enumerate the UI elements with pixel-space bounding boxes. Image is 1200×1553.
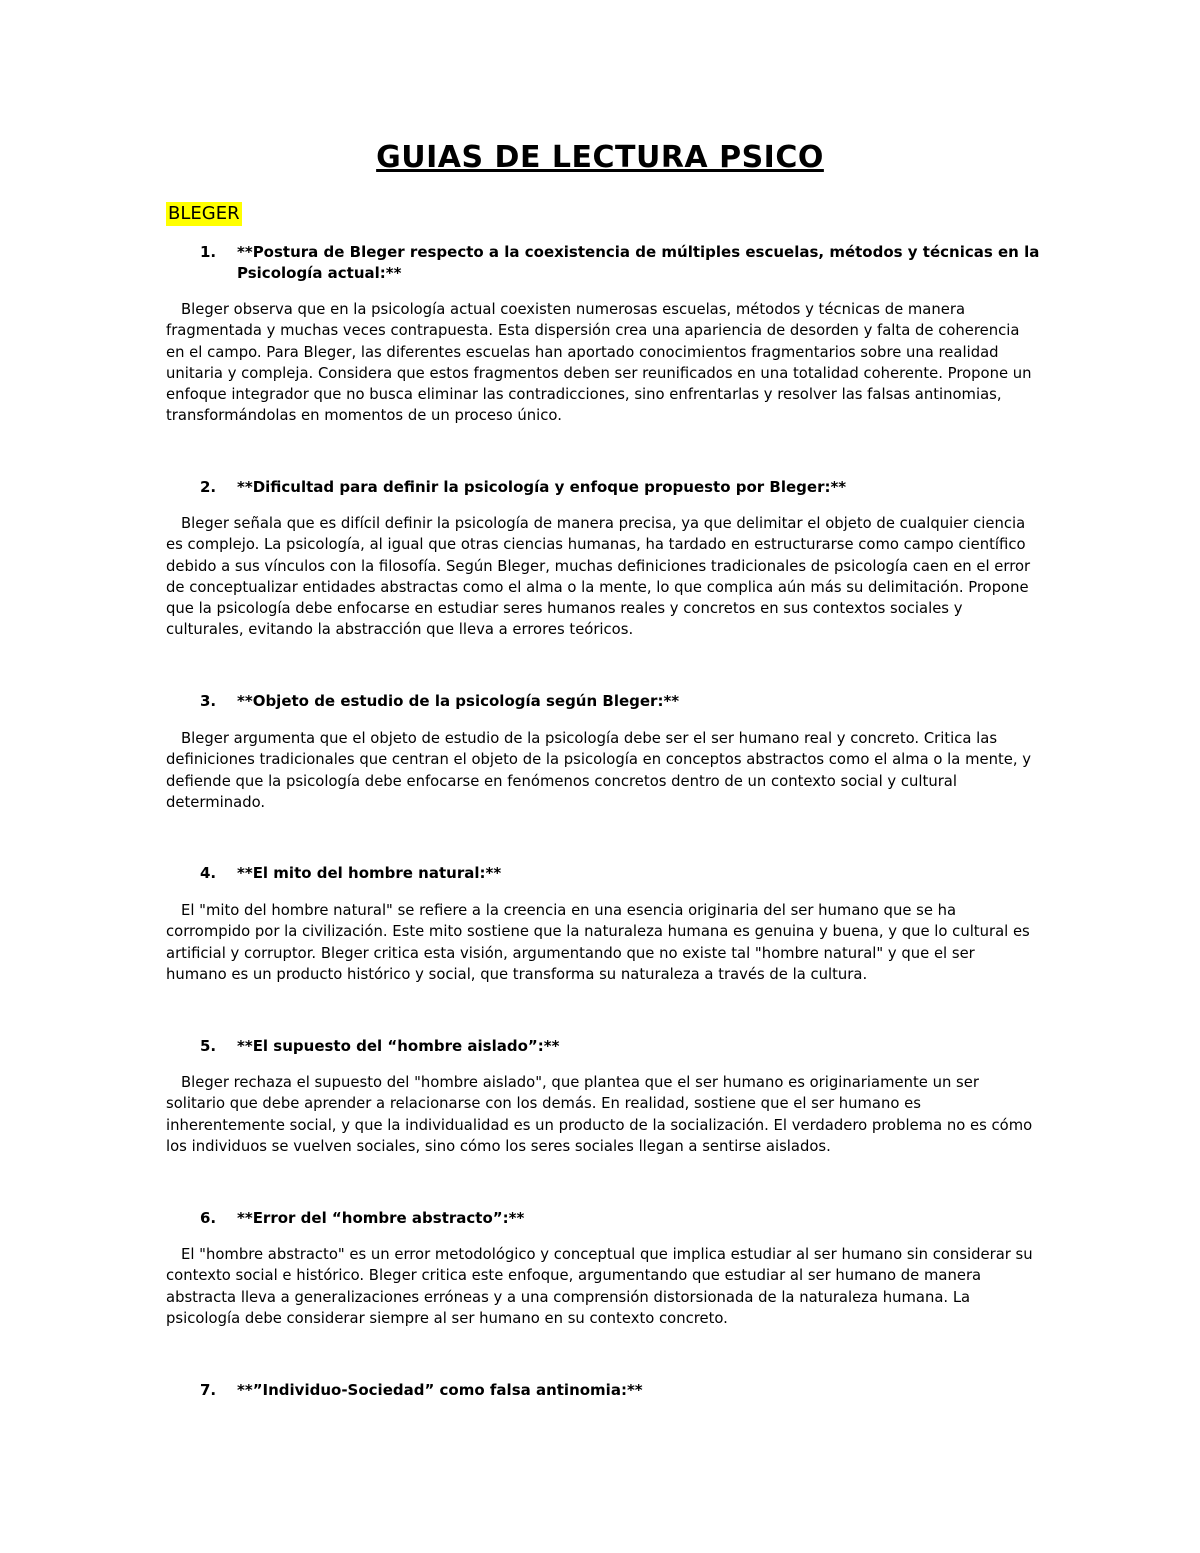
answer-paragraph-1: Bleger observa que en la psicología actual coexisten numerosas escuelas, métodos y técnicas de manera fragmentada y muchas veces contrapuesta. Esta dispersión crea una apariencia de desorden y falta de coherencia en el campo. Para Bleger, las diferentes escuelas han aportado conocimientos fragmentarios sobre una realidad unitaria y compleja. Considera que estos fragmentos deben ser reunificados en una totalidad coherente. Propone un enfoque integrador que no busca eliminar las contradicciones, sino enfrentarlas y resolver las falsas antinomias, transformándolas en momentos de un proceso único. [166, 301, 1032, 425]
question-number: 4. [200, 864, 217, 882]
section-heading-bleger: BLEGER [168, 203, 240, 224]
question-text: **El supuesto del “hombre aislado”:** [237, 1037, 560, 1055]
question-number: 1. [200, 243, 217, 261]
answer-paragraph-2: Bleger señala que es difícil definir la psicología de manera precisa, ya que delimitar el objeto de cualquier ciencia es complejo. La psicología, al igual que otras ciencias humanas, ha tardado en estructurarse como campo científico debido a sus vínculos con la filosofía. Según Bleger, muchas definiciones tradicionales de psicología caen en el error de conceptualizar entidades abstractas como el alma o la mente, lo que complica aún más su delimitación. Propone que la psicología debe enfocarse en estudiar seres humanos reales y concretos en sus contextos sociales y culturales, evitando la abstracción que lleva a errores teóricos. [166, 515, 1031, 639]
question-text: **El mito del hombre natural:** [237, 864, 502, 882]
question-text: **Error del “hombre abstracto”:** [237, 1209, 525, 1227]
answer-paragraph-3: Bleger argumenta que el objeto de estudio de la psicología debe ser el ser humano real y concreto. Critica las definiciones tradicionales que centran el objeto de la psicología en conceptos abstractos como el alma o la mente, y defiende que la psicología debe enfocarse en fenómenos concretos dentro de un contexto social y cultural determinado. [166, 730, 1032, 811]
question-number: 3. [200, 692, 217, 710]
answer-paragraph-4: El "mito del hombre natural" se refiere a la creencia en una esencia originaria del ser humano que se ha corrompido por la civilización. Este mito sostiene que la naturaleza humana es genuina y buena, y que lo cultural es artificial y corruptor. Bleger critica esta visión, argumentando que no existe tal "hombre natural" y que el ser humano es un producto histórico y social, que transforma su naturaleza a través de la cultura. [166, 902, 1030, 983]
question-number: 2. [200, 478, 217, 496]
question-heading-5 [200, 1036, 1040, 1057]
answer-paragraph-6: El "hombre abstracto" es un error metodológico y conceptual que implica estudiar al ser humano sin considerar su contexto social e histórico. Bleger critica este enfoque, argumentando que estudiar al ser humano de manera abstracta lleva a generalizaciones erróneas y a una comprensión distorsionada de la naturaleza humana. La psicología debe considerar siempre al ser humano en su contexto concreto. [166, 1246, 1033, 1327]
question-heading-3 [200, 691, 1040, 712]
question-heading-2 [200, 477, 1040, 498]
answer-paragraph-5: Bleger rechaza el supuesto del "hombre aislado", que plantea que el ser humano es originariamente un ser solitario que debe aprender a relacionarse con los demás. En realidad, sostiene que el ser humano es inherentemente social, y que la individualidad es un producto de la socialización. El verdadero problema no es cómo los individuos se vuelven sociales, sino cómo los seres sociales llegan a sentirse aislados. [166, 1074, 1033, 1155]
question-heading-1 [200, 242, 1040, 284]
question-number: 5. [200, 1037, 217, 1055]
question-heading-4 [200, 863, 1040, 884]
question-heading-6 [200, 1208, 1040, 1229]
question-heading-7 [200, 1380, 1040, 1401]
question-text: **Dificultad para definir la psicología y enfoque propuesto por Bleger:** [237, 478, 847, 496]
document-title: GUIAS DE LECTURA PSICO [376, 140, 824, 175]
question-text: **Objeto de estudio de la psicología según Bleger:** [237, 692, 680, 710]
question-text: **Postura de Bleger respecto a la coexistencia de múltiples escuelas, métodos y técnicas en la Psicología actual:** [237, 243, 1040, 282]
question-number: 7. [200, 1381, 217, 1399]
question-number: 6. [200, 1209, 217, 1227]
question-text: **”Individuo-Sociedad” como falsa antinomia:** [237, 1381, 643, 1399]
